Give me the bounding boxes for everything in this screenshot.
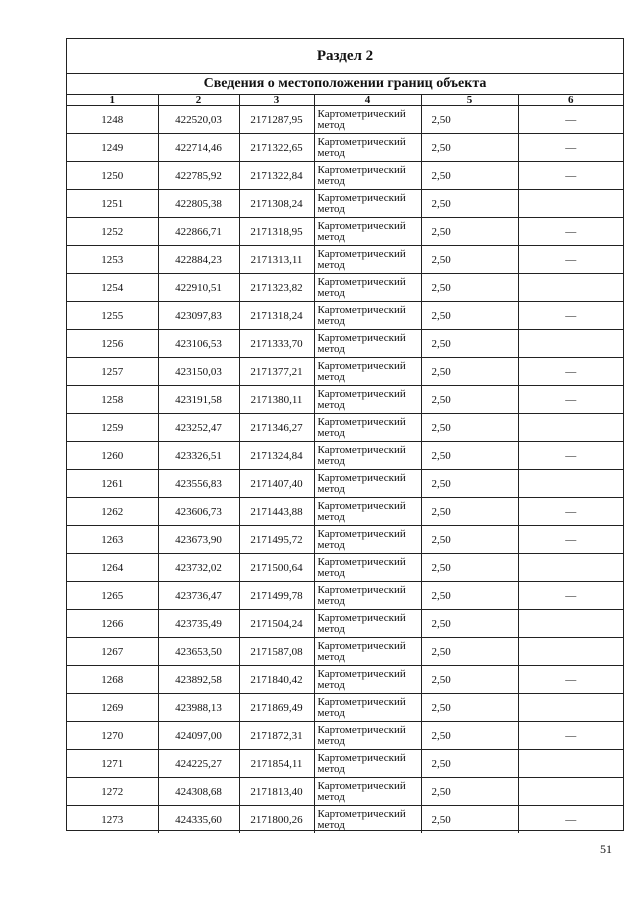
method-line: метод [317, 426, 345, 439]
column-header: 1 [67, 95, 158, 106]
method-cell [314, 386, 421, 414]
accuracy-value: 2,50 [421, 330, 518, 358]
coordinate-x: 423735,49 [158, 610, 239, 638]
method-cell [314, 442, 421, 470]
column-header: 2 [158, 95, 239, 106]
method-cell [314, 302, 421, 330]
method-line: Картометрический [317, 667, 406, 680]
coordinate-y: 2171313,11 [239, 246, 314, 274]
column-6-value: — [518, 246, 623, 274]
method-cell [314, 274, 421, 302]
column-6-value [518, 414, 623, 442]
method-line: метод [317, 678, 345, 691]
coordinate-x: 423097,83 [158, 302, 239, 330]
accuracy-value: 2,50 [421, 750, 518, 778]
coordinate-x: 423732,02 [158, 554, 239, 582]
point-number: 1261 [67, 470, 158, 498]
coordinate-x: 423988,13 [158, 694, 239, 722]
coordinate-x: 423326,51 [158, 442, 239, 470]
point-number: 1270 [67, 722, 158, 750]
method-line: Картометрический [317, 583, 406, 596]
method-line: Картометрический [317, 443, 406, 456]
coordinate-x: 422910,51 [158, 274, 239, 302]
table-row [67, 582, 623, 610]
accuracy-value: 2,50 [421, 414, 518, 442]
column-6-value: — [518, 666, 623, 694]
method-line: Картометрический [317, 723, 406, 736]
method-line: метод [317, 734, 345, 747]
table-row [67, 750, 623, 778]
coordinate-x: 423736,47 [158, 582, 239, 610]
point-number: 1254 [67, 274, 158, 302]
table-row [67, 190, 623, 218]
coordinate-x: 423892,58 [158, 666, 239, 694]
method-line: метод [317, 370, 345, 383]
column-header: 4 [314, 95, 421, 106]
point-number: 1258 [67, 386, 158, 414]
column-6-value: — [518, 722, 623, 750]
table-row [67, 638, 623, 666]
coordinate-y: 2171322,84 [239, 162, 314, 190]
section-subtitle: Сведения о местоположении границ объекта [67, 74, 623, 95]
column-6-value: — [518, 106, 623, 134]
method-line: Картометрический [317, 527, 406, 540]
column-6-value: — [518, 358, 623, 386]
method-line: Картометрический [317, 163, 406, 176]
coordinate-y: 2171377,21 [239, 358, 314, 386]
table-row [67, 358, 623, 386]
method-cell [314, 246, 421, 274]
coordinate-x: 423191,58 [158, 386, 239, 414]
method-line: метод [317, 790, 345, 803]
method-line: Картометрический [317, 275, 406, 288]
coordinate-y: 2171499,78 [239, 582, 314, 610]
point-number: 1268 [67, 666, 158, 694]
method-cell [314, 106, 421, 134]
accuracy-value: 2,50 [421, 582, 518, 610]
table-row [67, 386, 623, 414]
accuracy-value: 2,50 [421, 638, 518, 666]
coordinate-x: 423556,83 [158, 470, 239, 498]
method-cell [314, 134, 421, 162]
coordinate-y: 2171443,88 [239, 498, 314, 526]
accuracy-value: 2,50 [421, 694, 518, 722]
point-number: 1255 [67, 302, 158, 330]
method-line: метод [317, 706, 345, 719]
coordinate-y: 2171287,95 [239, 106, 314, 134]
coordinate-y: 2171380,11 [239, 386, 314, 414]
point-number: 1257 [67, 358, 158, 386]
coordinate-x: 422884,23 [158, 246, 239, 274]
method-cell [314, 554, 421, 582]
coordinate-x: 423106,53 [158, 330, 239, 358]
method-line: метод [317, 566, 345, 579]
coordinate-x: 422714,46 [158, 134, 239, 162]
method-line: метод [317, 258, 345, 271]
coordinate-x: 422866,71 [158, 218, 239, 246]
accuracy-value: 2,50 [421, 106, 518, 134]
method-line: Картометрический [317, 779, 406, 792]
method-line: метод [317, 538, 345, 551]
method-line: метод [317, 762, 345, 775]
coordinate-x: 424225,27 [158, 750, 239, 778]
accuracy-value: 2,50 [421, 498, 518, 526]
coordinate-x: 424335,60 [158, 806, 239, 834]
method-cell [314, 162, 421, 190]
point-number: 1272 [67, 778, 158, 806]
method-line: метод [317, 314, 345, 327]
method-line: метод [317, 174, 345, 187]
column-6-value: — [518, 162, 623, 190]
table-row [67, 526, 623, 554]
method-cell [314, 526, 421, 554]
point-number: 1264 [67, 554, 158, 582]
table-row [67, 442, 623, 470]
column-6-value [518, 750, 623, 778]
coordinate-y: 2171322,65 [239, 134, 314, 162]
table-row [67, 162, 623, 190]
accuracy-value: 2,50 [421, 246, 518, 274]
point-number: 1249 [67, 134, 158, 162]
coordinate-x: 424097,00 [158, 722, 239, 750]
point-number: 1252 [67, 218, 158, 246]
coordinate-y: 2171407,40 [239, 470, 314, 498]
table-row [67, 246, 623, 274]
coordinate-y: 2171504,24 [239, 610, 314, 638]
method-line: метод [317, 342, 345, 355]
coordinate-x: 422520,03 [158, 106, 239, 134]
column-6-value: — [518, 134, 623, 162]
coordinate-y: 2171800,26 [239, 806, 314, 834]
coordinate-y: 2171308,24 [239, 190, 314, 218]
point-number: 1269 [67, 694, 158, 722]
point-number: 1263 [67, 526, 158, 554]
table-row [67, 470, 623, 498]
method-line: Картометрический [317, 695, 406, 708]
accuracy-value: 2,50 [421, 778, 518, 806]
accuracy-value: 2,50 [421, 134, 518, 162]
coordinate-y: 2171813,40 [239, 778, 314, 806]
coordinate-x: 423606,73 [158, 498, 239, 526]
point-number: 1267 [67, 638, 158, 666]
method-cell [314, 638, 421, 666]
method-line: Картометрический [317, 107, 406, 120]
point-number: 1262 [67, 498, 158, 526]
coordinate-x: 423673,90 [158, 526, 239, 554]
method-cell [314, 666, 421, 694]
method-line: Картометрический [317, 471, 406, 484]
accuracy-value: 2,50 [421, 806, 518, 834]
method-cell [314, 190, 421, 218]
method-line: Картометрический [317, 331, 406, 344]
column-6-value [518, 638, 623, 666]
table-row [67, 330, 623, 358]
method-line: метод [317, 230, 345, 243]
method-cell [314, 358, 421, 386]
column-6-value [518, 470, 623, 498]
coordinate-x: 422805,38 [158, 190, 239, 218]
table-row [67, 134, 623, 162]
method-line: Картометрический [317, 359, 406, 372]
point-number: 1271 [67, 750, 158, 778]
method-line: Картометрический [317, 219, 406, 232]
column-6-value: — [518, 806, 623, 834]
accuracy-value: 2,50 [421, 470, 518, 498]
accuracy-value: 2,50 [421, 442, 518, 470]
coordinate-y: 2171323,82 [239, 274, 314, 302]
section-title: Раздел 2 [67, 39, 623, 74]
coordinate-y: 2171495,72 [239, 526, 314, 554]
method-cell [314, 806, 421, 834]
table-row [67, 610, 623, 638]
coordinate-y: 2171587,08 [239, 638, 314, 666]
column-header: 6 [518, 95, 623, 106]
column-header: 3 [239, 95, 314, 106]
table-row [67, 694, 623, 722]
accuracy-value: 2,50 [421, 358, 518, 386]
column-6-value [518, 610, 623, 638]
method-line: метод [317, 202, 345, 215]
coordinate-x: 423653,50 [158, 638, 239, 666]
accuracy-value: 2,50 [421, 302, 518, 330]
table-row [67, 274, 623, 302]
method-cell [314, 694, 421, 722]
method-line: Картометрический [317, 135, 406, 148]
coordinate-y: 2171324,84 [239, 442, 314, 470]
method-line: Картометрический [317, 555, 406, 568]
method-line: Картометрический [317, 387, 406, 400]
accuracy-value: 2,50 [421, 554, 518, 582]
method-line: Картометрический [317, 639, 406, 652]
point-number: 1259 [67, 414, 158, 442]
column-6-value [518, 330, 623, 358]
column-6-value [518, 190, 623, 218]
method-line: метод [317, 818, 345, 831]
point-number: 1250 [67, 162, 158, 190]
method-line: метод [317, 286, 345, 299]
method-line: Картометрический [317, 415, 406, 428]
point-number: 1265 [67, 582, 158, 610]
method-line: Картометрический [317, 303, 406, 316]
method-line: Картометрический [317, 807, 406, 820]
coordinate-x: 424308,68 [158, 778, 239, 806]
boundary-table [67, 95, 623, 833]
coordinate-x: 423252,47 [158, 414, 239, 442]
document-frame [66, 38, 624, 831]
table-row [67, 218, 623, 246]
coordinate-y: 2171333,70 [239, 330, 314, 358]
point-number: 1260 [67, 442, 158, 470]
table-row [67, 414, 623, 442]
method-cell [314, 414, 421, 442]
coordinate-y: 2171318,24 [239, 302, 314, 330]
method-cell [314, 582, 421, 610]
method-line: метод [317, 454, 345, 467]
method-cell [314, 498, 421, 526]
coordinate-y: 2171500,64 [239, 554, 314, 582]
column-6-value: — [518, 442, 623, 470]
method-cell [314, 218, 421, 246]
method-line: метод [317, 146, 345, 159]
point-number: 1248 [67, 106, 158, 134]
coordinate-y: 2171872,31 [239, 722, 314, 750]
coordinate-y: 2171346,27 [239, 414, 314, 442]
method-line: метод [317, 594, 345, 607]
column-6-value: — [518, 582, 623, 610]
accuracy-value: 2,50 [421, 218, 518, 246]
accuracy-value: 2,50 [421, 722, 518, 750]
method-line: Картометрический [317, 191, 406, 204]
column-6-value [518, 694, 623, 722]
accuracy-value: 2,50 [421, 526, 518, 554]
table-row [67, 554, 623, 582]
column-6-value: — [518, 386, 623, 414]
coordinate-y: 2171854,11 [239, 750, 314, 778]
method-cell [314, 778, 421, 806]
table-row [67, 722, 623, 750]
table-row [67, 666, 623, 694]
accuracy-value: 2,50 [421, 386, 518, 414]
method-line: Картометрический [317, 751, 406, 764]
method-line: Картометрический [317, 247, 406, 260]
point-number: 1273 [67, 806, 158, 834]
method-line: метод [317, 482, 345, 495]
table-row [67, 806, 623, 834]
column-6-value [518, 778, 623, 806]
column-6-value [518, 554, 623, 582]
header-row [67, 95, 623, 106]
method-line: метод [317, 510, 345, 523]
coordinate-x: 423150,03 [158, 358, 239, 386]
method-cell [314, 330, 421, 358]
method-cell [314, 470, 421, 498]
column-6-value: — [518, 526, 623, 554]
accuracy-value: 2,50 [421, 610, 518, 638]
column-header: 5 [421, 95, 518, 106]
method-line: метод [317, 650, 345, 663]
column-6-value: — [518, 218, 623, 246]
table-row [67, 498, 623, 526]
method-line: Картометрический [317, 499, 406, 512]
method-line: метод [317, 622, 345, 635]
method-cell [314, 750, 421, 778]
accuracy-value: 2,50 [421, 666, 518, 694]
column-6-value: — [518, 302, 623, 330]
method-cell [314, 722, 421, 750]
method-line: Картометрический [317, 611, 406, 624]
table-row [67, 302, 623, 330]
column-6-value: — [518, 498, 623, 526]
coordinate-y: 2171840,42 [239, 666, 314, 694]
accuracy-value: 2,50 [421, 162, 518, 190]
method-line: метод [317, 118, 345, 131]
table-row [67, 778, 623, 806]
point-number: 1253 [67, 246, 158, 274]
accuracy-value: 2,50 [421, 274, 518, 302]
table-row [67, 106, 623, 134]
coordinate-x: 422785,92 [158, 162, 239, 190]
method-cell [314, 610, 421, 638]
coordinate-y: 2171318,95 [239, 218, 314, 246]
page-number: 51 [600, 842, 612, 856]
point-number: 1256 [67, 330, 158, 358]
coordinate-y: 2171869,49 [239, 694, 314, 722]
accuracy-value: 2,50 [421, 190, 518, 218]
point-number: 1266 [67, 610, 158, 638]
column-6-value [518, 274, 623, 302]
method-line: метод [317, 398, 345, 411]
point-number: 1251 [67, 190, 158, 218]
